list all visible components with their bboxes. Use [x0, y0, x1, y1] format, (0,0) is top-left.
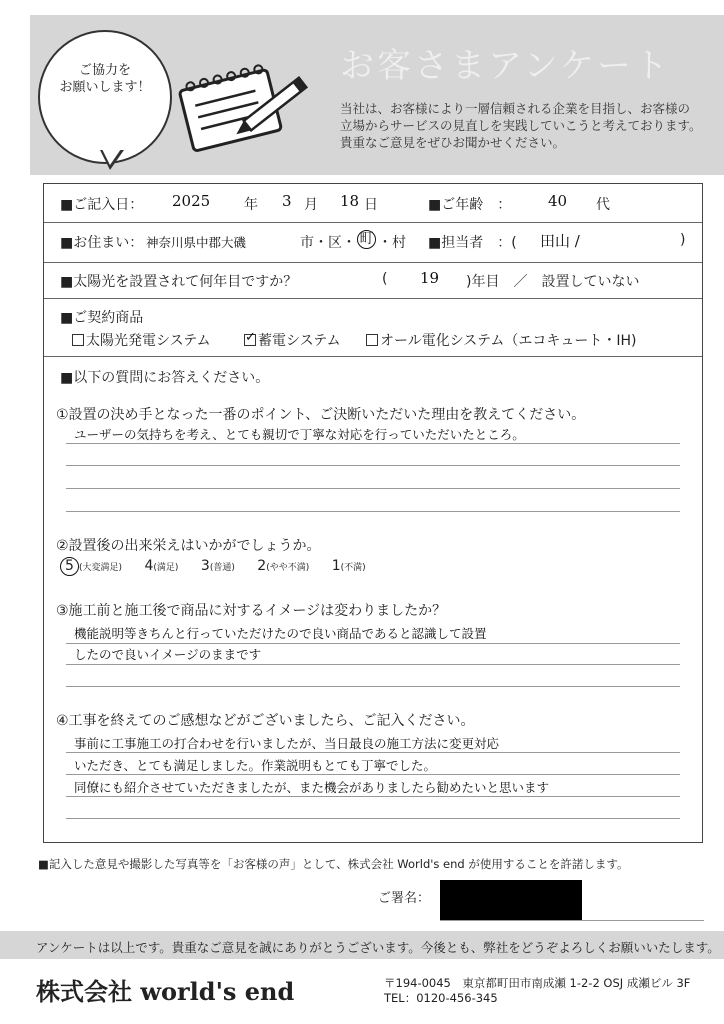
solar-question: ■太陽光を設置されて何年目ですか？	[60, 274, 298, 290]
solar-years-value: 19	[420, 269, 440, 287]
row-divider	[44, 262, 702, 263]
answer-line	[66, 443, 680, 444]
notepad-pencil-icon	[168, 58, 318, 158]
rating-2[interactable]: 2	[257, 558, 267, 574]
question-1: ①設置の決め手となった一番のポイント、ご決断いただいた理由を教えてください。	[56, 407, 586, 423]
answer-line	[66, 796, 680, 797]
answer-line	[66, 774, 680, 775]
staff-label: ■担当者 ：(	[428, 235, 517, 251]
bubble-text: ご協力を お願いします！	[59, 63, 151, 95]
answer-line	[66, 664, 680, 665]
address-suffix-town-circled: 町	[357, 230, 376, 249]
product-battery: ✓ 蓄電システム	[244, 330, 341, 350]
questions-heading: ■以下の質問にお答えください。	[60, 370, 270, 386]
year-unit: 年	[244, 197, 258, 213]
staff-close: )	[680, 232, 686, 248]
speech-bubble-tail-fill	[102, 149, 121, 165]
company-address: 〒194-0045 東京都町田市南成瀬 1-2-2 OSJ 成瀬ビル 3F TEL：0120-456-345	[384, 976, 691, 1005]
answer-3-line-1: 機能説明等きちんと行っていただけたので良い商品であると認識して設置	[74, 626, 487, 641]
row-divider	[44, 356, 702, 357]
products-label: ■ご契約商品	[60, 310, 144, 326]
address-value: 神奈川県中郡大磯	[146, 235, 247, 250]
month-unit: 月	[304, 197, 318, 213]
product-battery-checkbox[interactable]	[244, 334, 256, 346]
product-all-electric-checkbox[interactable]	[366, 334, 378, 346]
address-suffix-city: 市・区・	[300, 235, 356, 251]
intro-text: 当社は、お客様により一層信頼される企業を目指し、お客様の 立場からサービスの見直しを実践していこうと考えております。 貴重なご意見をぜひお聞かせください。	[340, 101, 702, 150]
thanks-message: アンケートは以上です。貴重なご意見を誠にありがとうございます。今後とも、弊社をどうぞよろしくお願いいたします。	[36, 940, 720, 955]
age-unit: 代	[596, 197, 610, 213]
product-all-electric: オール電化システム（エコキュート・IH)	[366, 330, 636, 350]
answer-line	[66, 511, 680, 512]
answer-line	[66, 643, 680, 644]
answer-4-line-1: 事前に工事施工の打合わせを行いましたが、当日最良の施工方法に変更対応	[74, 736, 500, 751]
row-divider	[44, 298, 702, 299]
page-title: お客さまアンケート	[340, 46, 671, 86]
rating-4[interactable]: 4	[144, 558, 154, 574]
age-label: ■ご年齢 ：	[428, 197, 512, 213]
date-day-value: 18	[340, 192, 360, 210]
answer-line	[66, 818, 680, 819]
question-2: ②設置後の出来栄えはいかがでしょうか。	[56, 538, 321, 554]
product-solar: 太陽光発電システム	[72, 330, 211, 350]
question-4: ④工事を終えてのご感想などがございましたら、ご記入ください。	[56, 713, 475, 729]
answer-line	[66, 488, 680, 489]
date-year-value: 2025	[172, 192, 211, 210]
answer-1-line-1: ユーザーの気持ちを考え、とても親切で丁寧な対応を行っていただいたところ。	[74, 427, 525, 442]
solar-open: (	[382, 271, 388, 287]
redacted-signature	[440, 880, 582, 920]
answer-3-line-2: したので良いイメージのままです	[74, 647, 262, 662]
age-value: 40	[548, 192, 568, 210]
staff-value: 田山 /	[540, 232, 580, 250]
rating-options: 5 (大変満足) 4(満足) 3(普通) 2(やや不満) 1(不満)	[60, 557, 384, 576]
answer-line	[66, 465, 680, 466]
address-label: ■お住まい：	[60, 235, 144, 251]
consent-note: ■記入した意見や撮影した写真等を「お客様の声」として、株式会社 World's end が使用することを許諾します。	[38, 857, 629, 871]
answer-line	[66, 752, 680, 753]
company-name: 株式会社 world's end	[36, 977, 295, 1006]
answer-line	[66, 686, 680, 687]
product-solar-checkbox[interactable]	[72, 334, 84, 346]
rating-5-selected[interactable]: 5	[60, 557, 79, 576]
solar-close: )年目 ／ 設置していない	[466, 274, 640, 290]
question-3: ③施工前と施工後で商品に対するイメージは変わりましたか？	[56, 603, 447, 619]
date-month-value: 3	[282, 192, 292, 210]
signature-label: ご署名：	[378, 891, 431, 906]
answer-4-line-2: いただき、とても満足しました。作業説明もとても丁寧でした。	[74, 758, 437, 773]
speech-bubble	[38, 30, 172, 164]
rating-3[interactable]: 3	[200, 558, 210, 574]
rating-1[interactable]: 1	[331, 558, 341, 574]
day-unit: 日	[364, 197, 378, 213]
row-divider	[44, 222, 702, 223]
date-label: ■ご記入日：	[60, 197, 144, 213]
answer-4-line-3: 同僚にも紹介させていただきましたが、また機会がありましたら勧めたいと思います	[74, 780, 550, 795]
signature-line	[440, 920, 704, 921]
address-suffix-village: ・村	[378, 235, 406, 251]
